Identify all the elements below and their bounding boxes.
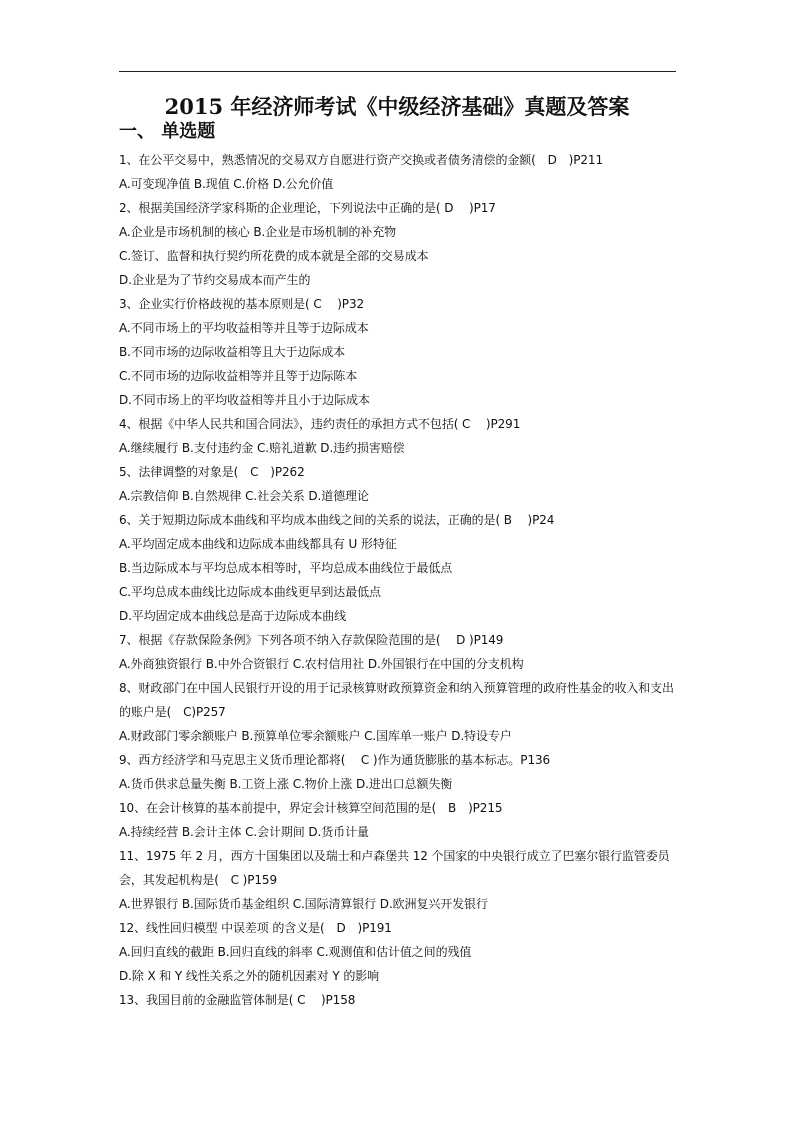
question-text: 12、线性回归模型 中误差项 的含义是( D )P191 [119,921,392,935]
question-text: 8、财政部门在中国人民银行开设的用于记录核算财政预算资金和纳入预算管理的政府性基金的收入和支出的账户是( C)P257 [119,681,674,719]
question-text: 13、我国目前的金融监管体制是( C )P158 [119,993,356,1007]
question-text: 1、在公平交易中，熟悉情况的交易双方自愿进行资产交换或者债务清偿的金额( D )P211 [119,153,603,167]
option-text: A.平均固定成本曲线和边际成本曲线都具有 U 形特征 [119,537,397,551]
question-text: 7、根据《存款保险条例》下列各项不纳入存款保险范围的是( D )P149 [119,633,504,647]
question-text: 2、根据美国经济学家科斯的企业理论，下列说法中正确的是( D )P17 [119,201,496,215]
option-text: A.持续经营 B.会计主体 C.会计期间 D.货币计量 [119,825,369,839]
option-text: B.当边际成本与平均总成本相等时，平均总成本曲线位于最低点 [119,561,453,575]
option-text: A.世界银行 B.国际货币基金组织 C.国际清算银行 D.欧洲复兴开发银行 [119,897,488,911]
question-text: 10、在会计核算的基本前提中，界定会计核算空间范围的是( B )P215 [119,801,503,815]
option-text: A.宗教信仰 B.自然规律 C.社会关系 D.道德理论 [119,489,369,503]
option-text: A.货币供求总量失衡 B.工资上涨 C.物价上涨 D.进出口总额失衡 [119,777,453,791]
option-text: D.除 X 和 Y 线性关系之外的随机因素对 Y 的影响 [119,969,380,983]
section-heading: 一、 单选题 [119,121,216,142]
option-text: A.继续履行 B.支付违约金 C.赔礼道歉 D.违约损害赔偿 [119,441,405,455]
question-text: 4、根据《中华人民共和国合同法》，违约责任的承担方式不包括( C )P291 [119,417,521,431]
header-rule [119,71,676,72]
option-text: A.企业是市场机制的核心 B.企业是市场机制的补充物 [119,225,397,239]
option-text: A.外商独资银行 B.中外合资银行 C.农村信用社 D.外国银行在中国的分支机构 [119,657,524,671]
option-text: A.不同市场上的平均收益相等并且等于边际成本 [119,321,369,335]
option-text: B.不同市场的边际收益相等且大于边际成本 [119,345,346,359]
option-text: A.回归直线的截距 B.回归直线的斜率 C.观测值和估计值之间的残值 [119,945,472,959]
question-text: 6、关于短期边际成本曲线和平均成本曲线之间的关系的说法，正确的是( B )P24 [119,513,555,527]
option-text: A.财政部门零余额账户 B.预算单位零余额账户 C.国库单一账户 D.特设专户 [119,729,512,743]
option-text: C.不同市场的边际收益相等并且等于边际陈本 [119,369,358,383]
option-text: D.企业是为了节约交易成本而产生的 [119,273,311,287]
page-title: 2015 年经济师考试《中级经济基础》真题及答案 [164,94,630,119]
option-text: C.平均总成本曲线比边际成本曲线更早到达最低点 [119,585,381,599]
question-text: 5、法律调整的对象是( C )P262 [119,465,305,479]
question-text: 11、1975 年 2 月，西方十国集团以及瑞士和卢森堡共 12 个国家的中央银行成立了巴塞尔银行监管委员会，其发起机构是( C )P159 [119,849,670,887]
option-text: D.不同市场上的平均收益相等并且小于边际成本 [119,393,370,407]
question-text: 9、西方经济学和马克思主义货币理论都将( C )作为通货膨胀的基本标志。P136 [119,753,551,767]
option-text: C.签订、监督和执行契约所花费的成本就是全部的交易成本 [119,249,429,263]
question-text: 3、企业实行价格歧视的基本原则是( C )P32 [119,297,365,311]
option-text: A.可变现净值 B.现值 C.价格 D.公允价值 [119,177,334,191]
question-list [119,148,681,1012]
option-text: D.平均固定成本曲线总是高于边际成本曲线 [119,609,347,623]
